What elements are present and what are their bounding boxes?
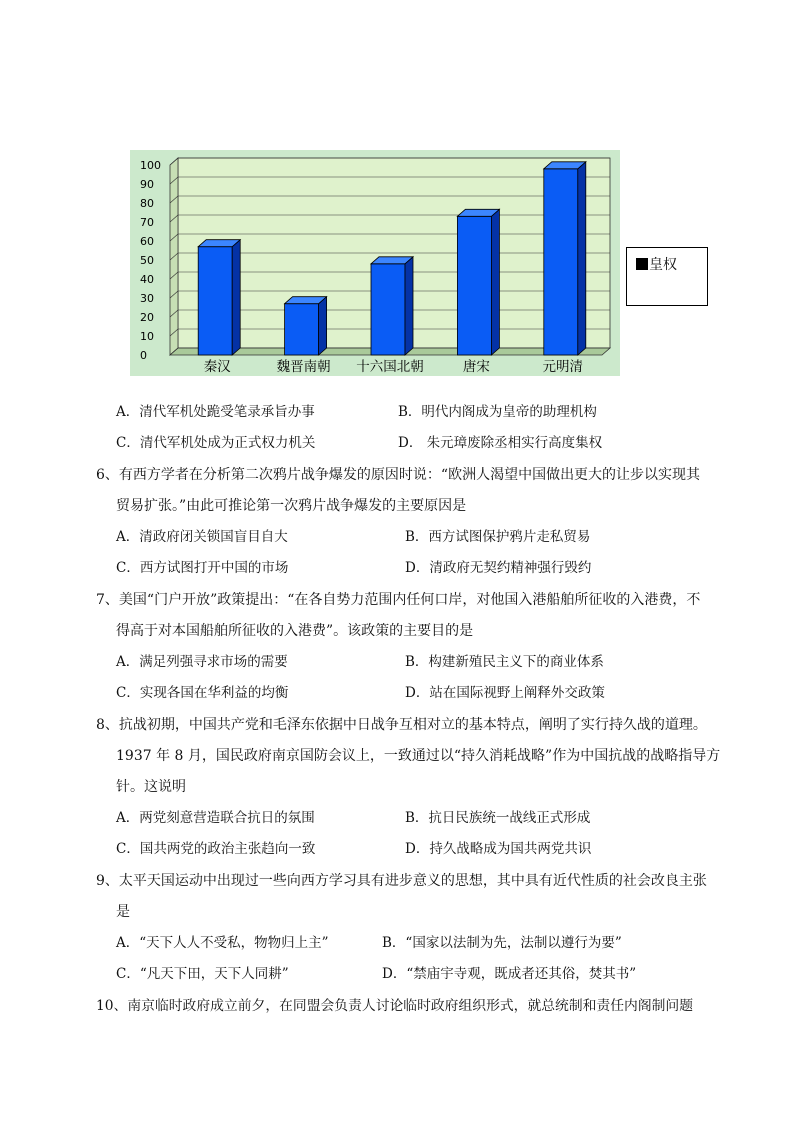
q7-stem-line2: 得高于对本国船舶所征收的入港费”。该政策的主要目的是 — [116, 623, 474, 639]
x-category-label: 元明清 — [542, 359, 584, 375]
y-tick-label: 20 — [140, 311, 154, 324]
q6-stem-line2: 贸易扩张。”由此可推论第一次鸦片战争爆发的主要原因是 — [116, 498, 467, 514]
bar-side — [578, 162, 586, 355]
y-tick-label: 80 — [140, 197, 154, 210]
y-tick-label: 70 — [140, 216, 154, 229]
q5-option-b: B．明代内阁成为皇帝的助理机构 — [398, 404, 597, 420]
y-tick-label: 30 — [140, 292, 154, 305]
bar-top — [457, 209, 499, 216]
q5-option-a: A．清代军机处跪受笔录承旨办事 — [116, 404, 315, 420]
legend-swatch — [636, 258, 648, 270]
q10-stem-line1: 10、南京临时政府成立前夕，在同盟会负责人讨论临时政府组织形式，就总统制和责任内阁制问题 — [96, 998, 694, 1014]
q8-option-c: C．国共两党的政治主张趋向一致 — [116, 841, 316, 857]
q8-stem-line3: 针。这说明 — [116, 779, 186, 795]
q7-option-c: C．实现各国在华利益的均衡 — [116, 685, 289, 701]
q7-stem-line1: 7、美国“门户开放”政策提出：“在各自势力范围内任何口岸，对他国入港船舶所征收的入港费，不 — [96, 592, 701, 608]
bar — [285, 304, 319, 355]
y-tick-label: 60 — [140, 235, 154, 248]
bar — [198, 247, 232, 355]
legend-label: 皇权 — [649, 257, 677, 273]
q8-stem-line1: 8、抗战初期，中国共产党和毛泽东依据中日战争互相对立的基本特点，阐明了实行持久战的道理。 — [96, 717, 707, 733]
bar — [371, 264, 405, 355]
bar-top — [198, 240, 240, 247]
x-category-label: 十六国北朝 — [356, 359, 424, 375]
q9-stem-line2: 是 — [116, 904, 130, 920]
q5-option-d: D． 朱元璋废除丞相实行高度集权 — [398, 435, 603, 451]
y-tick-label: 0 — [140, 349, 147, 362]
bar-top — [371, 257, 413, 264]
q6-stem-line1: 6、有西方学者在分析第二次鸦片战争爆发的原因时说：“欧洲人渴望中国做出更大的让步以实现其 — [96, 467, 701, 483]
bar — [457, 216, 491, 355]
q6-option-d: D．清政府无契约精神强行毁约 — [405, 560, 592, 576]
bar-chart — [130, 150, 620, 376]
y-tick-label: 40 — [140, 273, 154, 286]
q6-option-a: A．清政府闭关锁国盲目自大 — [116, 529, 288, 545]
q6-option-b: B．西方试图保护鸦片走私贸易 — [405, 529, 591, 545]
x-category-label: 魏晋南朝 — [276, 359, 331, 375]
chart-legend — [626, 247, 708, 306]
q8-stem-line2: 1937 年 8 月，国民政府南京国防会议上，一致通过以“持久消耗战略”作为中国抗战的战略指导方 — [116, 748, 721, 764]
y-tick-label: 100 — [140, 159, 161, 172]
q6-option-c: C．西方试图打开中国的市场 — [116, 560, 289, 576]
q9-option-c: C．“凡天下田，天下人同耕” — [116, 966, 289, 982]
q8-option-d: D．持久战略成为国共两党共识 — [405, 841, 592, 857]
q9-option-d: D．“禁庙宇寺观，既成者还其俗，焚其书” — [382, 966, 637, 982]
bar-side — [405, 257, 413, 355]
q9-stem-line1: 9、太平天国运动中出现过一些向西方学习具有进步意义的思想，其中具有近代性质的社会改良主张 — [96, 873, 707, 889]
y-tick-label: 10 — [140, 330, 154, 343]
q5-option-c: C．清代军机处成为正式权力机关 — [116, 435, 316, 451]
bar-side — [319, 297, 327, 355]
x-category-label: 唐宋 — [462, 359, 490, 375]
q9-option-a: A．“天下人人不受私，物物归上主” — [116, 935, 329, 951]
q7-option-b: B．构建新殖民主义下的商业体系 — [405, 654, 604, 670]
x-category-label: 秦汉 — [203, 359, 231, 375]
q8-option-a: A．两党刻意营造联合抗日的氛围 — [116, 810, 315, 826]
y-tick-label: 50 — [140, 254, 154, 267]
q7-option-a: A．满足列强寻求市场的需要 — [116, 654, 288, 670]
bar-side — [491, 209, 499, 355]
q9-option-b: B．“国家以法制为先，法制以遵行为要” — [382, 935, 622, 951]
bar-side — [232, 240, 240, 355]
bar-top — [544, 162, 586, 169]
bar-chart-svg — [130, 150, 620, 376]
y-tick-label: 90 — [140, 178, 154, 191]
q7-option-d: D．站在国际视野上阐释外交政策 — [405, 685, 605, 701]
bar — [544, 169, 578, 355]
q8-option-b: B．抗日民族统一战线正式形成 — [405, 810, 591, 826]
bar-top — [285, 297, 327, 304]
